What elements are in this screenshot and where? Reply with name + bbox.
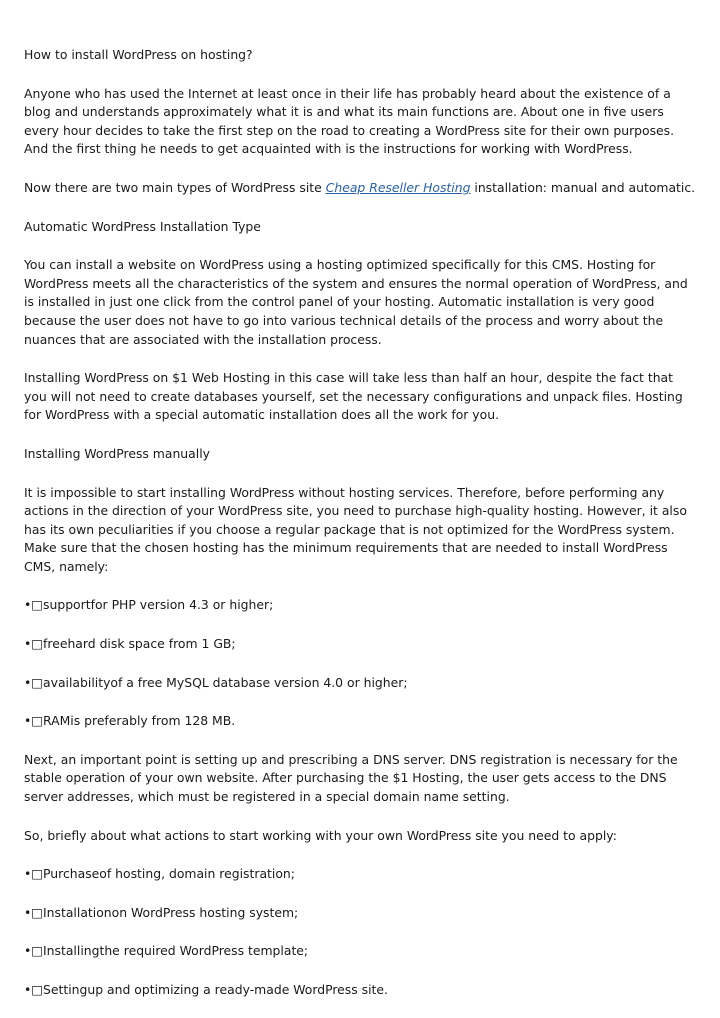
actions-intro: So, briefly about what actions to start working with your own WordPress site you need to apply:: [24, 827, 617, 843]
types-text-before: Now there are two main types of WordPress site: [24, 179, 326, 195]
cheap-reseller-hosting-link[interactable]: Cheap Reseller Hosting: [325, 179, 471, 195]
intro-paragraph: Anyone who has used the Internet at least once in their life has probably heard about the existence of a blog and understands approximately what it is and what its main functions are. About one in five users every hour decides to take the first step on the road to creating a WordPress site for their own purposes. And the first thing he needs to get acquainted with is the instructions for working with WordPress.: [24, 85, 675, 157]
automatic-paragraph-2: Installing WordPress on $1 Web Hosting in this case will take less than half an hour, despite the fact that you will not need to create databases yourself, set the necessary configurations and unpack files. Hosting for WordPress with a special automatic installation does all the work for you.: [24, 370, 683, 423]
types-text-after: installation: manual and automatic.: [470, 179, 696, 195]
manual-heading: Installing WordPress manually: [24, 445, 210, 461]
installation-types-paragraph: [24, 179, 696, 198]
manual-paragraph: It is impossible to start installing WordPress without hosting services. Therefore, before performing any actions in the direction of your WordPress site, you need to purchase high-quality hosting. However, it also has its own peculiarities if you choose a regular package that is not optimized for the WordPress system. Make sure that the chosen hosting has the minimum requirements that are needed to install WordPress CMS, namely:: [24, 484, 687, 574]
dns-paragraph: Next, an important point is setting up and prescribing a DNS server. DNS registration is necessary for the stable operation of your own website. After purchasing the $1 Hosting, the user gets access to the DNS server addresses, which must be registered in a special domain name setting.: [24, 751, 678, 805]
action-item-installation: •□Installationon WordPress hosting system;: [24, 904, 299, 920]
requirement-item-ram: •□RAMis preferably from 128 MB.: [24, 713, 236, 729]
action-item-setting: •□Settingup and optimizing a ready-made WordPress site.: [24, 982, 388, 997]
document-title: How to install WordPress on hosting?: [24, 47, 253, 62]
action-item-purchase: •□Purchaseof hosting, domain registration;: [24, 866, 295, 882]
requirement-item-php: •□supportfor PHP version 4.3 or higher;: [24, 597, 274, 613]
requirement-item-mysql: •□availabilityof a free MySQL database version 4.0 or higher;: [24, 674, 408, 690]
automatic-heading: Automatic WordPress Installation Type: [24, 218, 261, 234]
action-item-template: •□Installingthe required WordPress template;: [24, 943, 309, 959]
requirement-item-disk: •□freehard disk space from 1 GB;: [24, 636, 236, 652]
automatic-paragraph-1: You can install a website on WordPress using a hosting optimized specifically for this CMS. Hosting for WordPress meets all the characteristics of the system and ensures the normal operation of WordPress, and is installed in just one click from the control panel of your hosting. Automatic installation is very good because the user does not have to go into various technical details of the process and worry about the nuances that are associated with the installation process.: [24, 257, 688, 347]
